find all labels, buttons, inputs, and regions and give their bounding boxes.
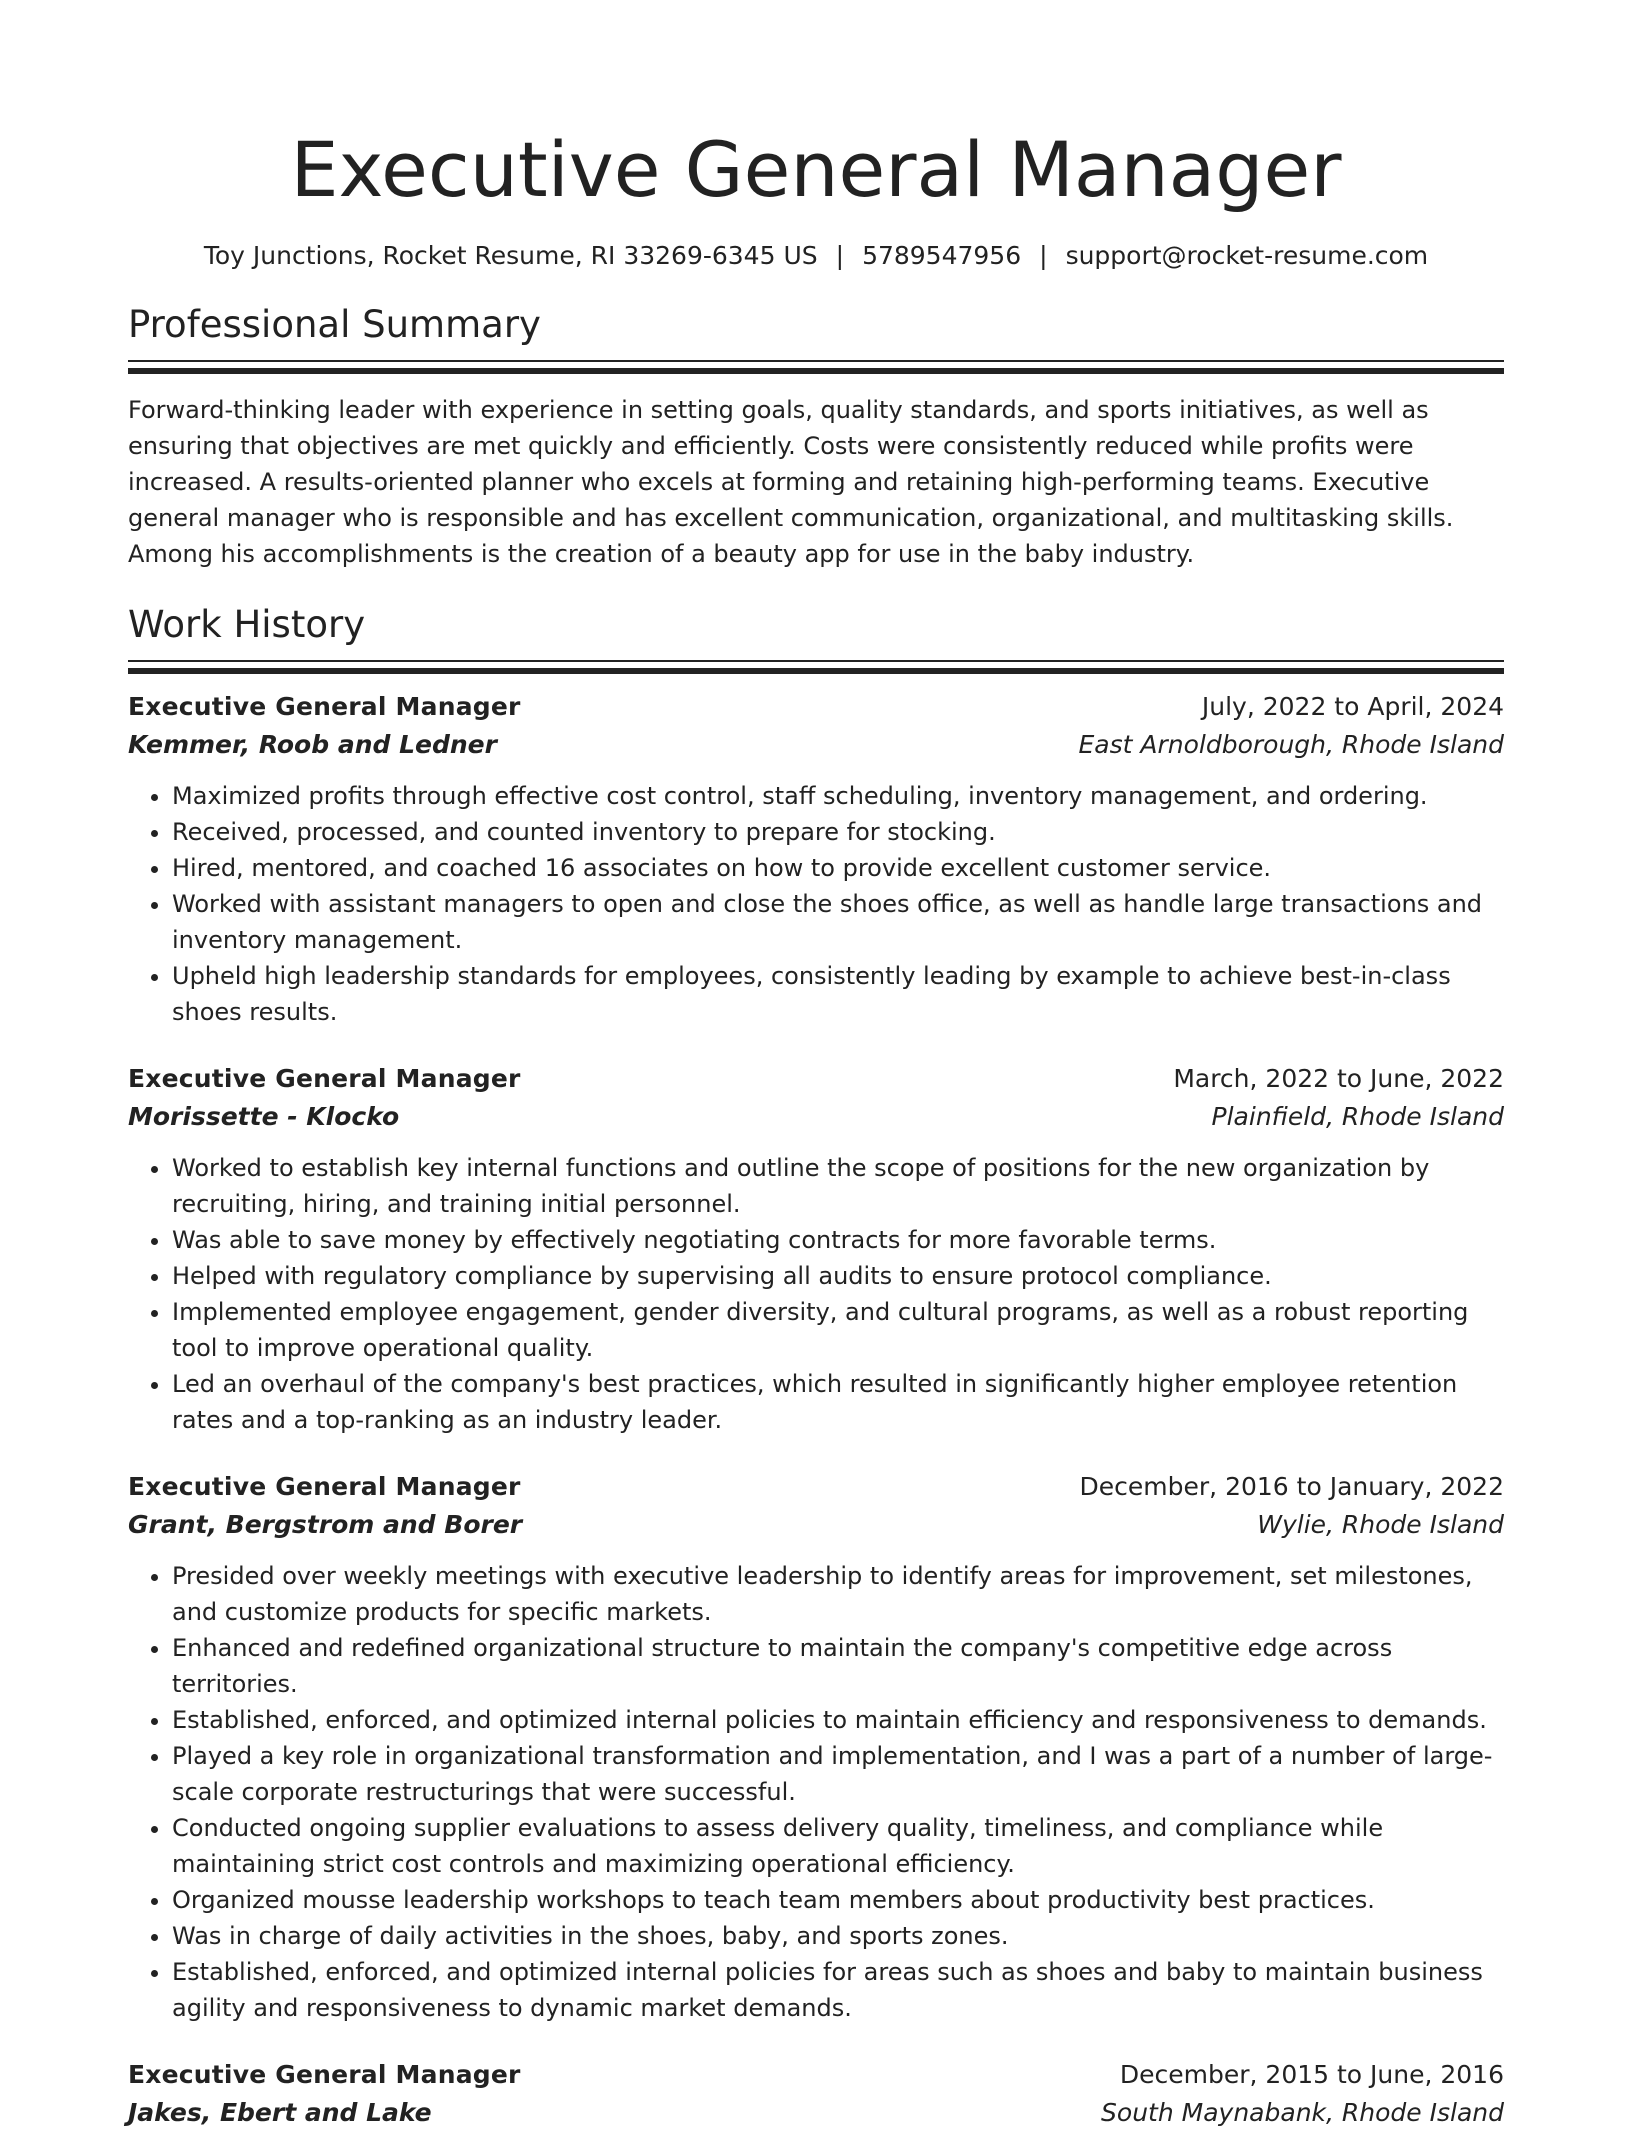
job-header-row (128, 2056, 1504, 2094)
work-history-section (128, 600, 1504, 2132)
job-bullet-item: • Organized mousse leadership workshops to teach team members about productivity best practices. (172, 1882, 1504, 1918)
job-bullet-item: • Was in charge of daily activities in the shoes, baby, and sports zones. (172, 1918, 1504, 1954)
job-header-row (128, 1060, 1504, 1098)
job-dates: March, 2022 to June, 2022 (1173, 1064, 1504, 1093)
job-bullet-item: • Established, enforced, and optimized internal policies for areas such as shoes and baby to maintain business agility and responsiveness to dynamic market demands. (172, 1954, 1504, 2026)
job-company: Morissette - Klocko (128, 1102, 400, 1131)
job-bullet-item: • Worked with assistant managers to open and close the shoes office, as well as handle large transactions and inventory management. (172, 886, 1504, 958)
job-bullet-item: • Presided over weekly meetings with executive leadership to identify areas for improvement, set milestones, and customize products for specific markets. (172, 1558, 1504, 1630)
job-location: East Arnoldborough, Rhode Island (1078, 730, 1504, 759)
resume-page (128, 0, 1504, 2132)
jobs-list (128, 688, 1504, 2132)
job-bullet-item: • Received, processed, and counted inventory to prepare for stocking. (172, 814, 1504, 850)
job-subheader-row (128, 1506, 1504, 1544)
job-title: Executive General Manager (128, 1064, 521, 1093)
job-dates: July, 2022 to April, 2024 (1201, 692, 1504, 721)
job-company: Kemmer, Roob and Ledner (128, 730, 497, 759)
job-bullet-list (128, 1558, 1504, 2026)
job-bullet-item: • Hired, mentored, and coached 16 associates on how to provide excellent customer service. (172, 850, 1504, 886)
contact-line (128, 240, 1504, 272)
job-entry (128, 1468, 1504, 2026)
job-bullet-item: • Maximized profits through effective cost control, staff scheduling, inventory management, and ordering. (172, 778, 1504, 814)
contact-address: Toy Junctions, Rocket Resume, RI 33269-6345 US (203, 241, 818, 270)
job-title: Executive General Manager (128, 692, 521, 721)
contact-separator: | (835, 241, 845, 270)
job-bullet-item: • Enhanced and redefined organizational structure to maintain the company's competitive edge across territories. (172, 1630, 1504, 1702)
summary-text: Forward-thinking leader with experience in setting goals, quality standards, and sports initiatives, as well as ensuring that objectives are met quickly and efficiently. Costs were consistently reduced while profits were increased. A results-oriented planner who excels at forming and retaining high-performing teams. Executive general manager who is responsible and has excellent communication, organizational, and multitasking skills. Among his accomplishments is the creation of a beauty app for use in the baby industry. (128, 396, 1454, 568)
job-entry (128, 1060, 1504, 1438)
job-location: Wylie, Rhode Island (1257, 1510, 1504, 1539)
section-heading-summary: Professional Summary (128, 303, 541, 346)
job-header-row (128, 1468, 1504, 1506)
job-subheader-row (128, 1098, 1504, 1136)
job-title: Executive General Manager (128, 1472, 521, 1501)
resume-title: Executive General Manager (290, 125, 1342, 214)
job-bullet-item: • Worked to establish key internal functions and outline the scope of positions for the new organization by recruiting, hiring, and training initial personnel. (172, 1150, 1504, 1222)
job-location: Plainfield, Rhode Island (1211, 1102, 1504, 1131)
job-bullet-item: • Helped with regulatory compliance by supervising all audits to ensure protocol compliance. (172, 1258, 1504, 1294)
contact-phone: 5789547956 (862, 241, 1022, 270)
job-bullet-list (128, 778, 1504, 1030)
job-company: Jakes, Ebert and Lake (128, 2098, 432, 2127)
job-entry (128, 688, 1504, 1030)
job-entry (128, 2056, 1504, 2132)
job-bullet-list (128, 1150, 1504, 1438)
section-rule-thick (128, 668, 1504, 674)
job-bullet-item: • Upheld high leadership standards for employees, consistently leading by example to achieve best-in-class shoes results. (172, 958, 1504, 1030)
job-header-row (128, 688, 1504, 726)
job-bullet-item: • Established, enforced, and optimized internal policies to maintain efficiency and responsiveness to demands. (172, 1702, 1504, 1738)
contact-email: support@rocket-resume.com (1065, 241, 1429, 270)
contact-separator: | (1039, 241, 1048, 270)
job-title: Executive General Manager (128, 2060, 521, 2089)
job-company: Grant, Bergstrom and Borer (128, 1510, 523, 1539)
job-subheader-row (128, 2094, 1504, 2132)
section-rule-thin (128, 360, 1504, 362)
job-bullet-item: • Was able to save money by effectively negotiating contracts for more favorable terms. (172, 1222, 1504, 1258)
section-heading-work-history: Work History (128, 603, 366, 646)
section-rule-thick (128, 368, 1504, 374)
job-subheader-row (128, 726, 1504, 764)
job-dates: December, 2015 to June, 2016 (1119, 2060, 1504, 2089)
job-bullet-item: • Implemented employee engagement, gender diversity, and cultural programs, as well as a robust reporting tool to improve operational quality. (172, 1294, 1504, 1366)
job-dates: December, 2016 to January, 2022 (1079, 1472, 1504, 1501)
job-location: South Maynabank, Rhode Island (1101, 2098, 1504, 2127)
summary-section (128, 300, 1504, 572)
job-bullet-item: • Led an overhaul of the company's best practices, which resulted in significantly higher employee retention rates and a top-ranking as an industry leader. (172, 1366, 1504, 1438)
job-bullet-item: • Played a key role in organizational transformation and implementation, and I was a part of a number of large-scale corporate restructurings that were successful. (172, 1738, 1504, 1810)
job-bullet-item: • Conducted ongoing supplier evaluations to assess delivery quality, timeliness, and compliance while maintaining strict cost controls and maximizing operational efficiency. (172, 1810, 1504, 1882)
section-rule-thin (128, 660, 1504, 662)
